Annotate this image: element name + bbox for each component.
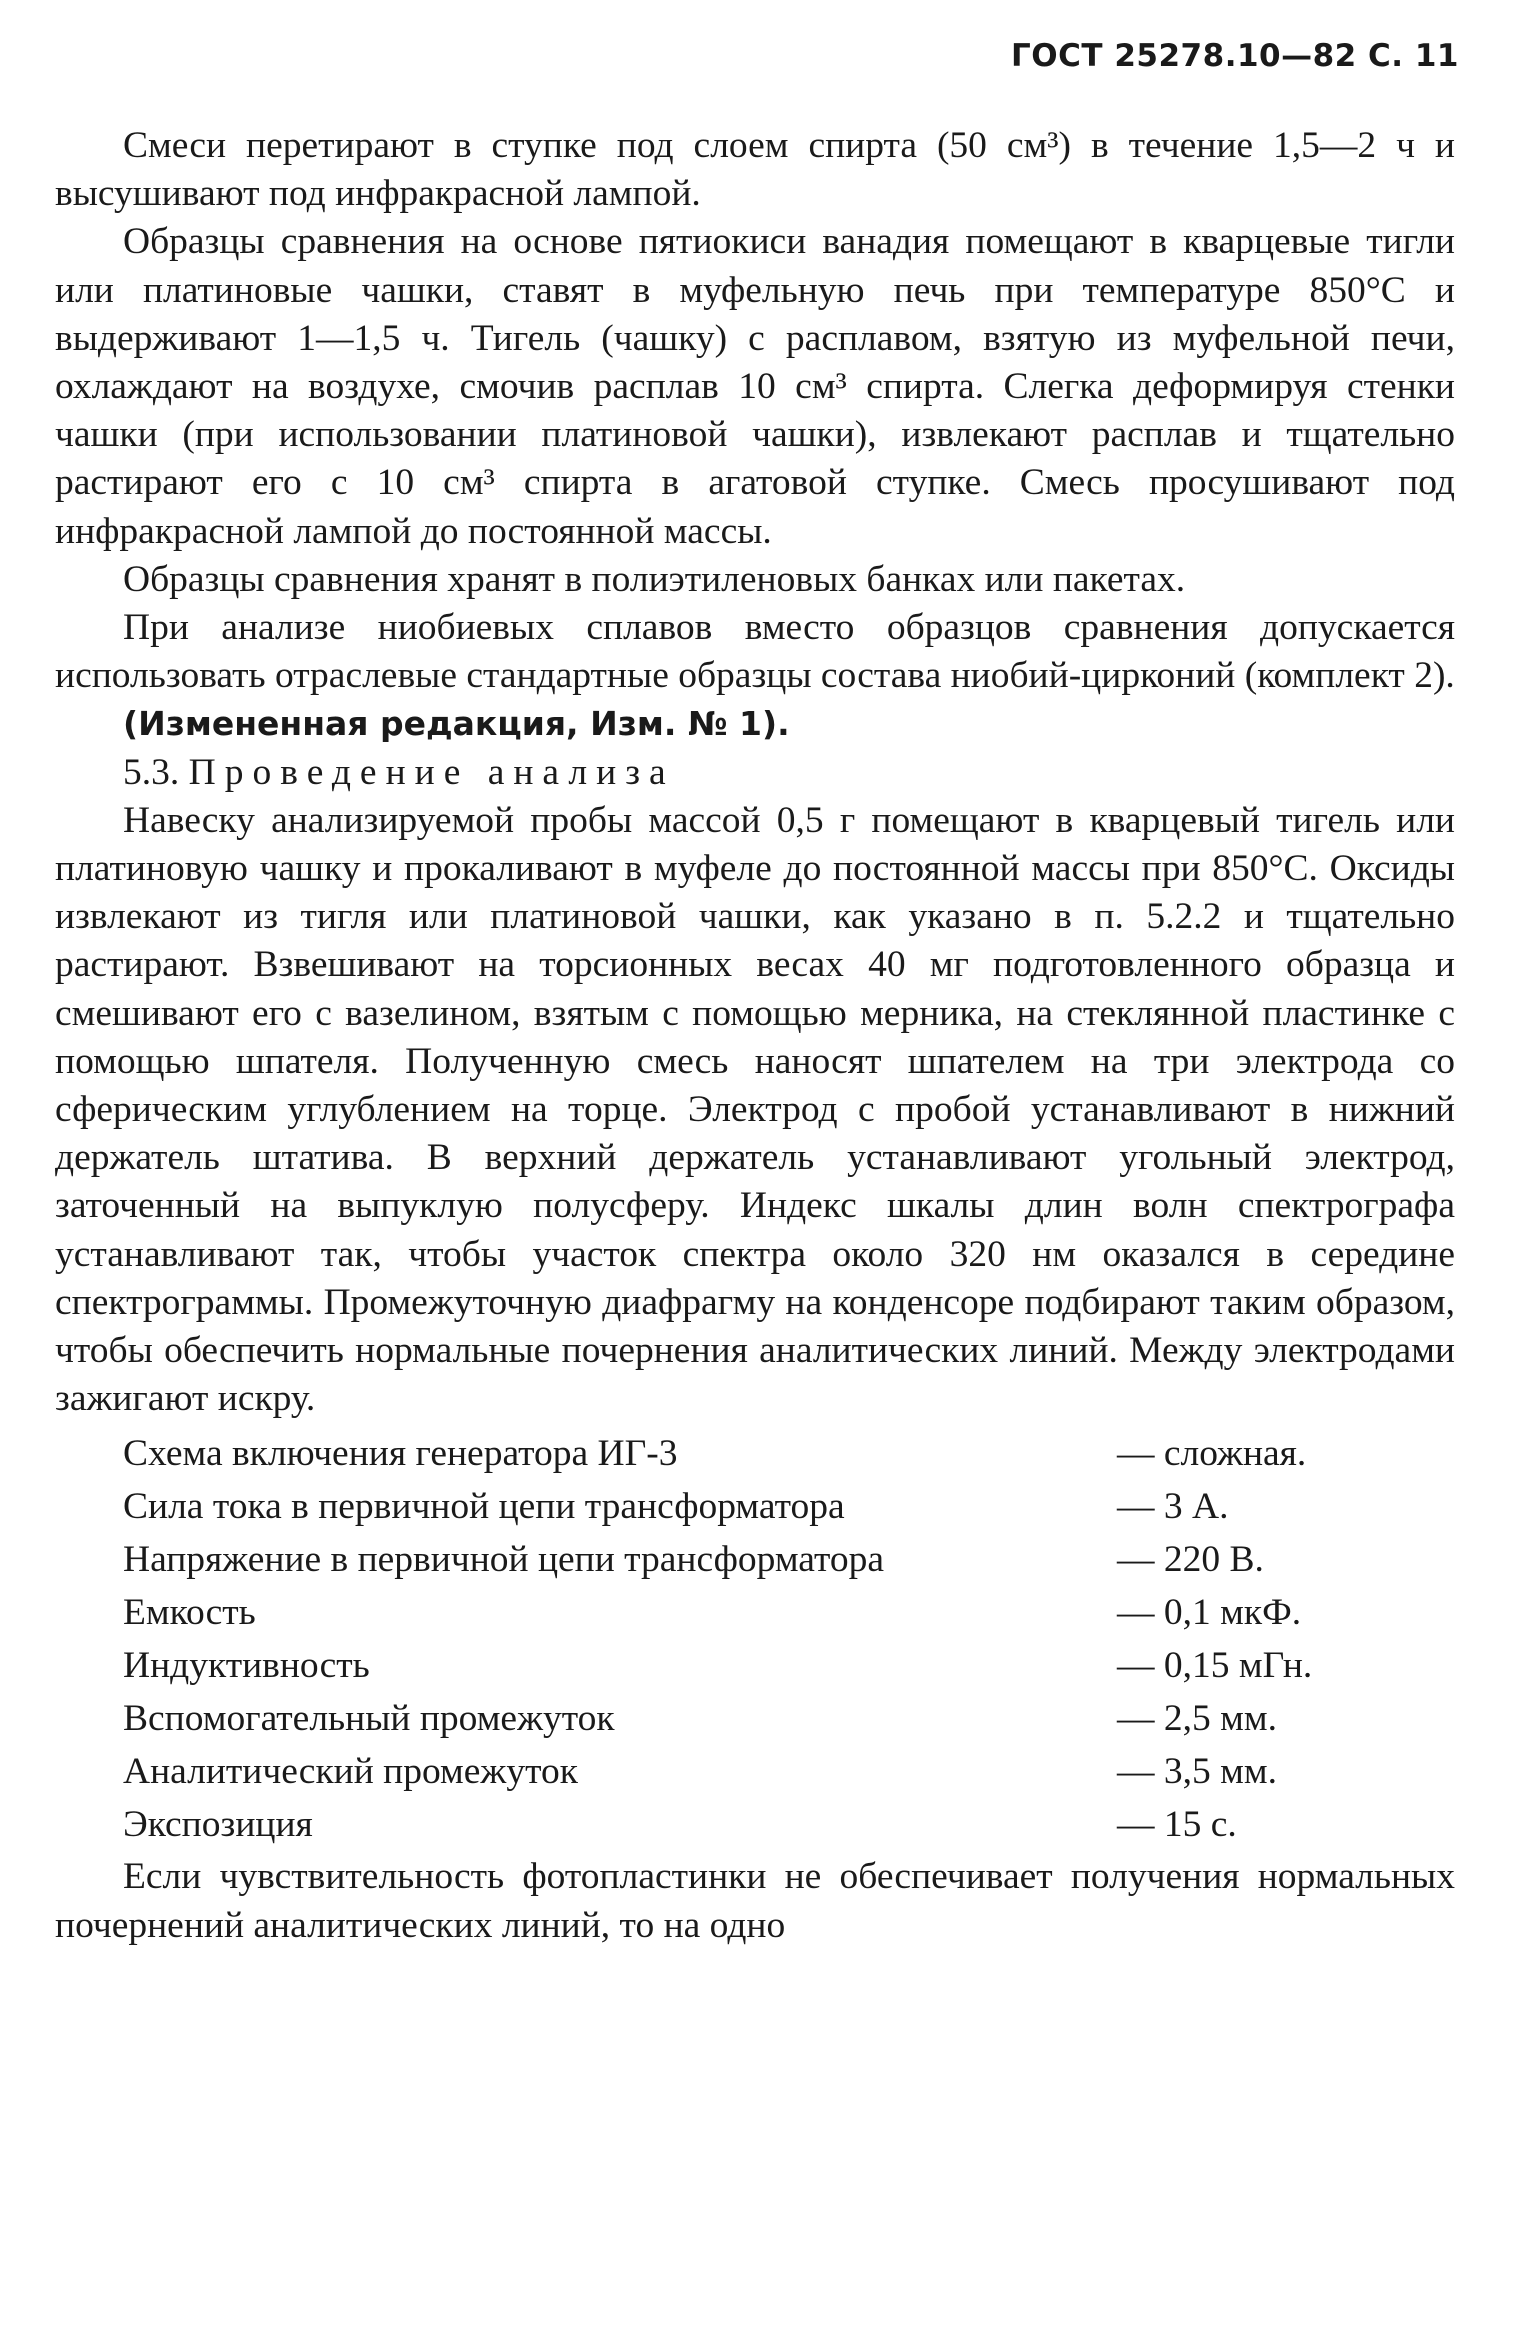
parameter-row xyxy=(55,1427,1455,1480)
paragraph-reference-samples: Образцы сравнения на основе пятиокиси ванадия помещают в кварцевые тигли или платиновые чашки, ставят в муфельную печь при температуре 850°С и выдерживают 1—1,5 ч. Тигель (чашку) с расплавом, взятую из муфельной печи, охлаждают на воздухе, смочив расплав 10 см³ спирта. Слегка деформируя стенки чашки (при использовании платиновой чашки), извлекают расплав и тщательно растирают его с 10 см³ спирта в агатовой ступке. Смесь просушивают под инфракрасной лампой до постоянной массы. xyxy=(55,221,1455,552)
parameter-name: Индуктивность xyxy=(123,1644,370,1686)
section-number: 5.3. xyxy=(123,751,180,793)
parameter-value: — 0,1 мкФ. xyxy=(1117,1591,1302,1633)
parameter-name: Вспомогательный промежуток xyxy=(123,1697,615,1739)
parameter-name: Схема включения генератора ИГ-3 xyxy=(123,1432,678,1474)
paragraph-storage: Образцы сравнения хранят в полиэтиленовых банках или пакетах. xyxy=(123,558,1186,600)
parameter-row xyxy=(55,1692,1455,1745)
parameter-list xyxy=(55,1427,1455,1851)
parameter-name: Экспозиция xyxy=(123,1803,313,1845)
parameter-row xyxy=(55,1639,1455,1692)
parameter-row xyxy=(55,1480,1455,1533)
parameter-value: — 220 В. xyxy=(1117,1538,1264,1580)
amendment-note: (Измененная редакция, Изм. № 1). xyxy=(123,704,790,744)
parameter-value: — 3,5 мм. xyxy=(1117,1750,1277,1792)
parameter-value: — сложная. xyxy=(1117,1432,1307,1474)
paragraph-sensitivity: Если чувствительность фотопластинки не обеспечивает получения нормальных почернений аналитических линий, то на одно xyxy=(55,1856,1455,1946)
body-text xyxy=(55,122,1455,1950)
parameter-row xyxy=(55,1586,1455,1639)
parameter-value: — 2,5 мм. xyxy=(1117,1697,1277,1739)
section-heading xyxy=(55,749,1455,797)
parameter-name: Напряжение в первичной цепи трансформатора xyxy=(123,1538,885,1580)
running-header: ГОСТ 25278.10—82 С. 11 xyxy=(1011,38,1459,74)
parameter-value: — 3 А. xyxy=(1117,1485,1229,1527)
parameter-value: — 15 с. xyxy=(1117,1803,1237,1845)
paragraph-analysis-procedure: Навеску анализируемой пробы массой 0,5 г помещают в кварцевый тигель или платиновую чашку и прокаливают в муфеле до постоянной массы при 850°С. Оксиды извлекают из тигля или платиновой чашки, как указано в п. 5.2.2 и тщательно растирают. Взвешивают на торсионных весах 40 мг подготовленного образца и смешивают его с вазелином, взятым с помощью мерника, на стеклянной пластинке с помощью шпателя. Полученную смесь наносят шпателем на три электрода со сферическим углублением на торце. Электрод с пробой устанавливают в нижний держатель штатива. В верхний держатель устанавливают угольный электрод, заточенный на выпуклую полусферу. Индекс шкалы длин волн спектрографа устанавливают так, чтобы участок спектра около 320 нм оказался в середине спектрограммы. Промежуточную диафрагму на конденсоре подбирают таким образом, чтобы обеспечить нормальные почернения аналитических линий. Между электродами зажигают искру. xyxy=(55,799,1455,1420)
parameter-name: Емкость xyxy=(123,1591,256,1633)
paragraph-mixing: Смеси перетирают в ступке под слоем спирта (50 см³) в течение 1,5—2 ч и высушивают под инфракрасной лампой. xyxy=(55,125,1455,215)
parameter-row xyxy=(55,1798,1455,1851)
parameter-row xyxy=(55,1533,1455,1586)
section-title: Проведение анализа xyxy=(188,751,675,793)
parameter-name: Сила тока в первичной цепи трансформатора xyxy=(123,1485,845,1527)
parameter-value: — 0,15 мГн. xyxy=(1117,1644,1313,1686)
paragraph-niobium-alloys: При анализе ниобиевых сплавов вместо образцов сравнения допускается использовать отраслевые стандартные образцы состава ниобий-цирконий (комплект 2). xyxy=(55,607,1455,697)
parameter-row xyxy=(55,1745,1455,1798)
parameter-name: Аналитический промежуток xyxy=(123,1750,578,1792)
